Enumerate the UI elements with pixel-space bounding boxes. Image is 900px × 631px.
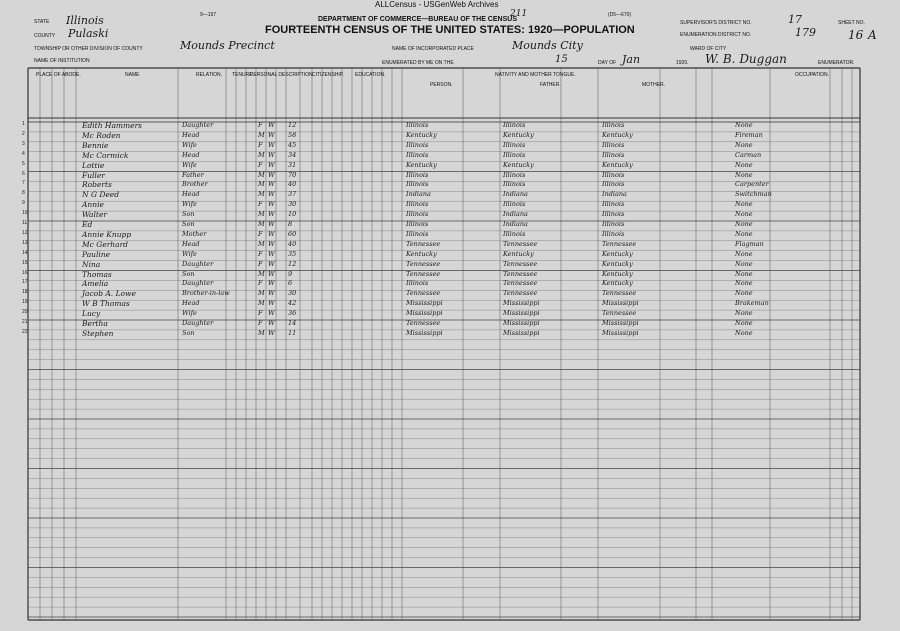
sex: M <box>258 170 265 179</box>
occupation: None <box>735 140 753 149</box>
occupation: None <box>735 210 753 219</box>
group-occupation: OCCUPATION. <box>795 72 829 78</box>
person-name: Roberts <box>82 180 112 190</box>
mother-birthplace: Indiana <box>602 190 627 199</box>
enumerator-value: W. B. Duggan <box>705 52 787 66</box>
race: W <box>268 269 275 278</box>
person-name: Lottie <box>82 160 105 170</box>
birthplace: Kentucky <box>406 130 437 139</box>
person-name: Fuller <box>82 170 105 180</box>
group-name: NAME <box>125 72 140 78</box>
sex: F <box>258 200 263 209</box>
mother-birthplace: Kentucky <box>602 279 633 288</box>
age: 14 <box>288 319 297 327</box>
sex: F <box>258 309 263 318</box>
person-name: Bertha <box>82 319 108 328</box>
sex: M <box>258 269 265 278</box>
occupation: Carman <box>735 150 762 159</box>
father-birthplace: Illinois <box>503 170 526 179</box>
ward-label: WARD OF CITY <box>690 46 727 52</box>
age: 40 <box>288 180 297 189</box>
father-birthplace: Tennessee <box>503 279 538 288</box>
person-name: Amelia <box>82 279 109 289</box>
mother-birthplace: Mississippi <box>602 319 639 327</box>
sex: M <box>258 180 265 189</box>
line-number: 1 <box>22 121 25 127</box>
occupation: None <box>735 170 753 179</box>
line-number: 18 <box>22 289 28 296</box>
race: W <box>268 259 275 268</box>
age: 12 <box>288 259 297 268</box>
person-name: N G Deed <box>82 190 120 200</box>
sheet-value: 16 <box>848 28 864 42</box>
birthplace: Kentucky <box>406 249 437 258</box>
person-name: Mc Cormick <box>82 150 129 160</box>
line-number: 22 <box>22 328 28 335</box>
relation: Wife <box>182 249 197 258</box>
sex: M <box>258 150 265 159</box>
father-birthplace: Tennessee <box>503 259 538 268</box>
line-number: 3 <box>22 140 25 147</box>
race: W <box>268 239 275 248</box>
occupation: None <box>735 229 753 238</box>
sex: M <box>258 190 265 199</box>
race: W <box>268 220 275 228</box>
occupation: None <box>735 279 753 288</box>
enumeration-label: ENUMERATION DISTRICT NO. <box>680 32 752 38</box>
occupation: None <box>735 160 753 169</box>
race: W <box>268 309 275 318</box>
mother-birthplace: Tennessee <box>602 309 637 318</box>
father-birthplace: Illinois <box>503 150 526 159</box>
enumerated-label: ENUMERATED BY ME ON THE <box>382 60 454 66</box>
line-number: 12 <box>22 229 28 236</box>
father-birthplace: Tennessee <box>503 289 538 298</box>
father-birthplace: Kentucky <box>503 130 534 139</box>
person-name: Lucy <box>82 309 101 319</box>
birthplace: Illinois <box>406 170 429 179</box>
race: W <box>268 180 275 189</box>
person-name: Annie <box>82 200 104 210</box>
state-value: Illinois <box>66 14 104 27</box>
birthplace: Illinois <box>406 210 429 219</box>
birthplace: Illinois <box>406 229 429 238</box>
relation: Head <box>182 299 200 308</box>
birthplace: Illinois <box>406 150 429 159</box>
age: 11 <box>288 328 297 337</box>
birthplace: Mississippi <box>406 299 443 308</box>
relation: Mother <box>182 229 207 238</box>
sex: F <box>258 279 263 288</box>
occupation: None <box>735 269 753 278</box>
race: W <box>268 150 275 159</box>
father-birthplace: Indiana <box>503 190 528 199</box>
relation: Head <box>182 130 200 139</box>
mother-birthplace: Illinois <box>602 220 625 228</box>
occupation: Brakeman <box>735 299 769 308</box>
sex: M <box>258 289 265 298</box>
place-value: Mounds City <box>512 39 583 52</box>
race: W <box>268 289 275 298</box>
age: 36 <box>288 309 297 318</box>
census-title: FOURTEENTH CENSUS OF THE UNITED STATES: 1920—POPULATION <box>265 24 635 36</box>
age: 60 <box>288 229 297 238</box>
birthplace: Tennessee <box>406 319 441 327</box>
person-name: Pauline <box>82 249 111 259</box>
line-number: 10 <box>22 210 28 217</box>
enumeration-value: 179 <box>795 26 816 39</box>
occupation: None <box>735 319 753 327</box>
age: 6 <box>288 279 293 288</box>
race: W <box>268 210 275 219</box>
relation: Head <box>182 150 200 159</box>
line-number: 4 <box>22 150 25 157</box>
age: 10 <box>288 210 297 219</box>
relation: Son <box>182 328 195 337</box>
sex: F <box>258 249 263 258</box>
relation: Wife <box>182 160 197 169</box>
occupation: None <box>735 121 753 129</box>
place-label: NAME OF INCORPORATED PLACE <box>392 46 474 52</box>
line-number: 19 <box>22 299 28 306</box>
occupation: None <box>735 259 753 268</box>
mother-birthplace: Mississippi <box>602 328 639 337</box>
occupation: None <box>735 328 753 337</box>
mother-birthplace: Illinois <box>602 229 625 238</box>
occupation: None <box>735 249 753 258</box>
race: W <box>268 190 275 199</box>
age: 37 <box>288 190 297 199</box>
mother-birthplace: Illinois <box>602 140 625 149</box>
line-number: 9 <box>22 200 25 207</box>
sex: F <box>258 259 263 268</box>
occupation: Carpenter <box>735 180 769 189</box>
relation: Wife <box>182 309 197 318</box>
sex: M <box>258 299 265 308</box>
sex: M <box>258 239 265 248</box>
mother-birthplace: Kentucky <box>602 160 633 169</box>
page-number: 211 <box>510 9 528 19</box>
form-number-right: (D5—670) <box>608 12 632 18</box>
father-birthplace: Illinois <box>503 200 526 209</box>
relation: Son <box>182 269 195 278</box>
race: W <box>268 299 275 308</box>
birthplace: Mississippi <box>406 309 443 318</box>
person-name: Jacob A. Lowe <box>82 289 136 299</box>
watermark: ALLCensus - USGenWeb Archives <box>375 0 499 9</box>
person-name: Mc Gerhard <box>82 239 128 249</box>
mother-birthplace: Kentucky <box>602 130 633 139</box>
race: W <box>268 160 275 169</box>
father-birthplace: Mississippi <box>503 319 540 327</box>
father-birthplace: Illinois <box>503 121 526 129</box>
relation: Brother-in-law <box>182 289 230 298</box>
month-value: Jan <box>622 53 641 66</box>
birthplace: Illinois <box>406 279 429 288</box>
line-number: 17 <box>22 279 28 286</box>
age: 42 <box>288 299 297 308</box>
line-number: 15 <box>22 259 28 266</box>
birthplace: Illinois <box>406 180 429 189</box>
mother-birthplace: Illinois <box>602 180 625 189</box>
sex: M <box>258 210 265 219</box>
age: 12 <box>288 121 297 129</box>
race: W <box>268 140 275 149</box>
father-birthplace: Illinois <box>503 229 526 238</box>
mother-birthplace: Illinois <box>602 121 625 129</box>
institution-label: NAME OF INSTITUTION <box>34 58 90 64</box>
person-name: Stephen <box>82 328 114 338</box>
state-label: STATE <box>34 19 50 25</box>
mother-birthplace: Tennessee <box>602 239 637 248</box>
person-name: Walter <box>82 210 107 220</box>
person-name: Annie Knupp <box>82 229 132 239</box>
line-number: 7 <box>22 180 25 187</box>
relation: Daughter <box>182 259 214 268</box>
father-birthplace: Indiana <box>503 210 528 219</box>
mother-birthplace: Illinois <box>602 210 625 219</box>
age: 58 <box>288 130 297 139</box>
age: 31 <box>288 160 297 169</box>
mother-birthplace: Kentucky <box>602 259 633 268</box>
father-birthplace: Mississippi <box>503 328 540 337</box>
father-birthplace: Illinois <box>503 180 526 189</box>
race: W <box>268 319 275 327</box>
mother-birthplace: Illinois <box>602 200 625 209</box>
father-birthplace: Kentucky <box>503 160 534 169</box>
age: 45 <box>288 140 297 149</box>
age: 35 <box>288 249 297 258</box>
group-education: EDUCATION. <box>355 72 386 78</box>
birthplace: Tennessee <box>406 269 441 278</box>
relation: Daughter <box>182 121 214 129</box>
birthplace: Indiana <box>406 190 431 199</box>
person-name: Mc Roden <box>82 130 121 140</box>
birthplace: Tennessee <box>406 239 441 248</box>
occupation: None <box>735 309 753 318</box>
race: W <box>268 200 275 209</box>
birthplace: Tennessee <box>406 289 441 298</box>
line-number: 13 <box>22 239 28 246</box>
race: W <box>268 121 275 129</box>
birthplace: Illinois <box>406 140 429 149</box>
line-number: 2 <box>22 130 25 137</box>
father-birthplace: Tennessee <box>503 269 538 278</box>
sheet-label: SHEET NO. <box>838 20 865 26</box>
age: 30 <box>288 289 297 298</box>
group-relation: RELATION. <box>196 72 223 78</box>
age: 9 <box>288 269 293 278</box>
birthplace: Mississippi <box>406 328 443 337</box>
line-number: 14 <box>22 249 28 256</box>
nativity-mother: MOTHER. <box>642 82 666 88</box>
age: 70 <box>288 170 297 179</box>
person-name: Thomas <box>82 269 112 279</box>
relation: Son <box>182 220 195 228</box>
race: W <box>268 279 275 288</box>
occupation: Flagman <box>735 239 764 248</box>
mother-birthplace: Tennessee <box>602 289 637 298</box>
line-number: 5 <box>22 160 25 167</box>
birthplace: Tennessee <box>406 259 441 268</box>
line-number: 11 <box>22 220 28 226</box>
mother-birthplace: Illinois <box>602 170 625 179</box>
form-number: 9—197 <box>200 12 217 18</box>
mother-birthplace: Mississippi <box>602 299 639 308</box>
department-title: DEPARTMENT OF COMMERCE—BUREAU OF THE CENSUS <box>318 16 517 23</box>
line-number: 16 <box>22 269 28 276</box>
line-number: 21 <box>22 319 28 325</box>
age: 40 <box>288 239 297 248</box>
race: W <box>268 130 275 139</box>
mother-birthplace: Illinois <box>602 150 625 159</box>
occupation: None <box>735 220 753 228</box>
person-name: Edith Hammers <box>82 121 143 130</box>
father-birthplace: Mississippi <box>503 309 540 318</box>
line-number: 6 <box>22 170 25 177</box>
sex: F <box>258 160 263 169</box>
group-personal: PERSONAL DESCRIPTION. <box>250 72 314 78</box>
father-birthplace: Kentucky <box>503 249 534 258</box>
sex: F <box>258 229 263 238</box>
relation: Head <box>182 239 200 248</box>
relation: Daughter <box>182 279 214 288</box>
sex: M <box>258 220 265 228</box>
enumerator-label: ENUMERATOR. <box>818 60 855 66</box>
relation: Brother <box>182 180 208 189</box>
sex: M <box>258 130 265 139</box>
age: 8 <box>288 220 293 228</box>
person-name: Nina <box>82 259 101 269</box>
relation: Father <box>182 170 204 179</box>
race: W <box>268 170 275 179</box>
birthplace: Illinois <box>406 200 429 209</box>
occupation: Fireman <box>735 130 763 139</box>
race: W <box>268 249 275 258</box>
group-citizenship: CITIZENSHIP. <box>312 72 344 78</box>
township-label: TOWNSHIP OR OTHER DIVISION OF COUNTY <box>34 46 143 52</box>
township-value: Mounds Precinct <box>180 39 275 52</box>
relation: Wife <box>182 140 197 149</box>
birthplace: Kentucky <box>406 160 437 169</box>
nativity-person: PERSON. <box>430 82 453 88</box>
sex: F <box>258 121 263 129</box>
race: W <box>268 229 275 238</box>
occupation: None <box>735 289 753 298</box>
relation: Wife <box>182 200 197 209</box>
occupation: None <box>735 200 753 209</box>
mother-birthplace: Kentucky <box>602 249 633 258</box>
group-nativity: NATIVITY AND MOTHER TONGUE. <box>495 72 576 78</box>
father-birthplace: Tennessee <box>503 239 538 248</box>
relation: Son <box>182 210 195 219</box>
father-birthplace: Illinois <box>503 140 526 149</box>
relation: Head <box>182 190 200 199</box>
county-value: Pulaski <box>68 27 109 40</box>
mother-birthplace: Kentucky <box>602 269 633 278</box>
age: 30 <box>288 200 297 209</box>
relation: Daughter <box>182 319 214 327</box>
line-number: 8 <box>22 190 25 197</box>
nativity-father: FATHER. <box>540 82 561 88</box>
birthplace: Illinois <box>406 220 429 228</box>
county-label: COUNTY <box>34 33 56 39</box>
person-name: Ed <box>82 220 93 229</box>
group-tenure: TENURE. <box>232 72 254 78</box>
line-number: 20 <box>22 309 28 316</box>
group-place-of-abode: PLACE OF ABODE. <box>36 72 81 78</box>
occupation: Switchman <box>735 190 772 199</box>
sheet-suffix: A <box>868 28 877 42</box>
year-label: 1920. <box>676 60 689 66</box>
supervisor-label: SUPERVISOR'S DISTRICT NO. <box>680 20 752 26</box>
father-birthplace: Indiana <box>503 220 528 228</box>
father-birthplace: Mississippi <box>503 299 540 308</box>
person-name: W B Thomas <box>82 299 130 309</box>
supervisor-value: 17 <box>788 13 802 26</box>
sex: F <box>258 319 263 327</box>
person-name: Bennie <box>82 140 109 150</box>
birthplace: Illinois <box>406 121 429 129</box>
age: 34 <box>288 150 297 159</box>
race: W <box>268 328 275 337</box>
sex: M <box>258 328 265 337</box>
day-value: 15 <box>555 54 568 65</box>
sex: F <box>258 140 263 149</box>
day-of-label: DAY OF <box>598 60 617 66</box>
